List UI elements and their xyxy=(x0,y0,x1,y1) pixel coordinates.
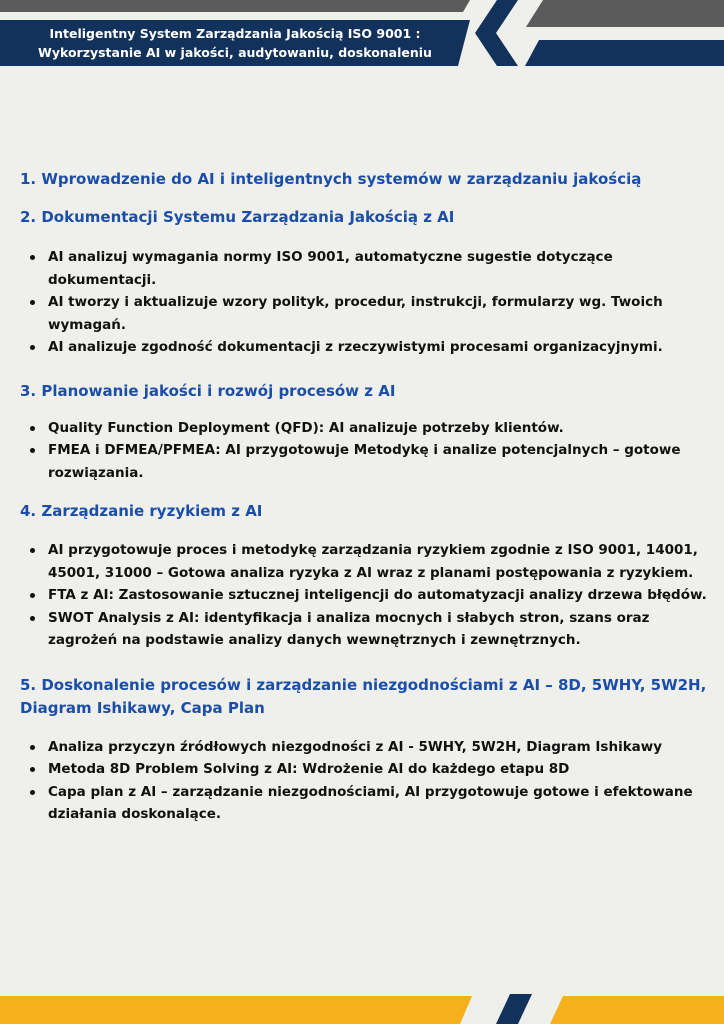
list-item: FMEA i DFMEA/PFMEA: AI przygotowuje Metodykę i analize potencjalnych – gotowe rozwiązania. xyxy=(20,439,710,484)
list-item: AI przygotowuje proces i metodykę zarządzania ryzykiem zgodnie z ISO 9001, 14001, 45001, 31000 – Gotowa analiza ryzyka z AI wraz z planami postępowania z ryzykiem. xyxy=(20,539,710,584)
section-3 xyxy=(20,380,710,485)
section-1-title: 1. Wprowadzenie do AI i inteligentnych systemów w zarządzaniu jakością xyxy=(20,170,642,188)
section-4-title: 4. Zarządzanie ryzykiem z AI xyxy=(20,502,263,520)
list-item: AI tworzy i aktualizuje wzory polityk, procedur, instrukcji, formularzy wg. Twoich wymagań. xyxy=(20,291,710,336)
list-item: AI analizuj wymagania normy ISO 9001, automatyczne sugestie dotyczące dokumentacji. xyxy=(20,246,710,291)
section-2-list xyxy=(20,246,710,359)
list-item: FTA z AI: Zastosowanie sztucznej inteligencji do automatyzacji analizy drzewa błędów. xyxy=(20,584,710,607)
section-2 xyxy=(20,206,710,359)
footer-yellow-bar-right xyxy=(550,996,724,1024)
page-title xyxy=(0,20,470,66)
list-item: AI analizuje zgodność dokumentacji z rzeczywistymi procesami organizacyjnymi. xyxy=(20,336,710,359)
document-body xyxy=(20,168,710,826)
section-5 xyxy=(20,674,710,826)
list-item: Quality Function Deployment (QFD): AI analizuje potrzeby klientów. xyxy=(20,417,710,440)
section-5-list xyxy=(20,736,710,826)
header-chevron xyxy=(475,0,518,66)
header-navy-bar-right xyxy=(525,40,724,66)
section-1 xyxy=(20,168,710,191)
footer-yellow-bar-left xyxy=(0,996,472,1024)
section-5-title: 5. Doskonalenie procesów i zarządzanie niezgodnościami z AI – 8D, 5WHY, 5W2H, Diagram Ishikawy, Capa Plan xyxy=(20,675,707,717)
list-item: Capa plan z AI – zarządzanie niezgodnościami, AI przygotowuje gotowe i efektowane działania doskonalące. xyxy=(20,781,710,826)
list-item: SWOT Analysis z AI: identyfikacja i analiza mocnych i słabych stron, szans oraz zagrożeń na podstawie analizy danych wewnętrznych i zewnętrznych. xyxy=(20,607,710,652)
section-4-list xyxy=(20,539,710,652)
footer-banner xyxy=(0,994,724,1024)
page-title-line-1: Inteligentny System Zarządzania Jakością ISO 9001 : xyxy=(49,26,421,41)
header-gray-bar-right xyxy=(526,0,724,27)
page-title-line-2: Wykorzystanie AI w jakości, audytowaniu, doskonaleniu xyxy=(38,45,432,60)
section-4 xyxy=(20,500,710,652)
header-gray-bar-top xyxy=(0,0,470,12)
list-item: Metoda 8D Problem Solving z AI: Wdrożenie AI do każdego etapu 8D xyxy=(20,758,710,781)
footer-navy-stripe xyxy=(496,994,532,1024)
section-2-title: 2. Dokumentacji Systemu Zarządzania Jakością z AI xyxy=(20,208,455,226)
list-item: Analiza przyczyn źródłowych niezgodności z AI - 5WHY, 5W2H, Diagram Ishikawy xyxy=(20,736,710,759)
section-3-title: 3. Planowanie jakości i rozwój procesów z AI xyxy=(20,381,396,400)
section-3-list xyxy=(20,417,710,485)
